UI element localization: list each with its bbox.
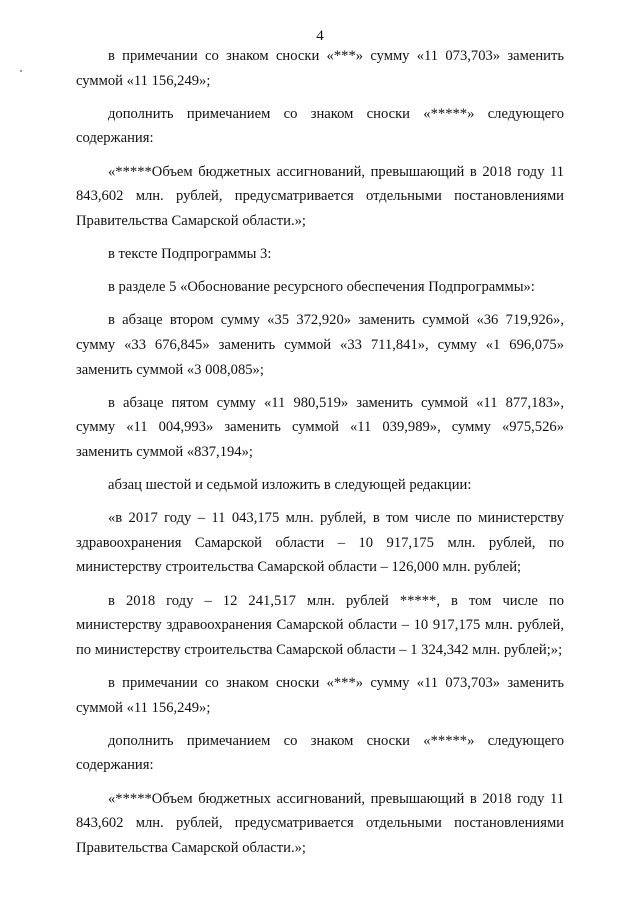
- paragraph: в абзаце втором сумму «35 372,920» заменить суммой «36 719,926», сумму «33 676,845» заменить суммой «33 711,841», сумму «1 696,075» заменить суммой «3 008,085»;: [76, 312, 564, 378]
- paragraph: в разделе 5 «Обоснование ресурсного обеспечения Подпрограммы»:: [108, 279, 535, 296]
- paragraph: в 2018 году – 12 241,517 млн. рублей *****, в том числе по министерству здравоохранения Самарской области – 10 917,175 млн. рублей, по министерству строительства Самарской области – 1 324,342 млн. рублей;»;: [76, 592, 564, 658]
- paragraph: абзац шестой и седьмой изложить в следующей редакции:: [108, 477, 472, 494]
- paragraph: «*****Объем бюджетных ассигнований, превышающий в 2018 году 11 843,602 млн. рублей, предусматривается отдельными постановлениями Правительства Самарской области.»;: [76, 163, 564, 229]
- paragraph: в абзаце пятом сумму «11 980,519» заменить суммой «11 877,183», сумму «11 004,993» заменить суммой «11 039,989», сумму «975,526» заменить суммой «837,194»;: [76, 394, 564, 460]
- scan-speck: [20, 70, 22, 72]
- paragraph: в тексте Подпрограммы 3:: [108, 245, 272, 262]
- page-number: 4: [316, 28, 324, 44]
- paragraph: «*****Объем бюджетных ассигнований, превышающий в 2018 году 11 843,602 млн. рублей, предусматривается отдельными постановлениями Правительства Самарской области.»;: [76, 790, 564, 856]
- paragraph: дополнить примечанием со знаком сноски «*****» следующего содержания:: [76, 105, 564, 147]
- paragraph: в примечании со знаком сноски «***» сумму «11 073,703» заменить суммой «11 156,249»;: [76, 675, 564, 716]
- document-body: [76, 44, 564, 869]
- paragraph: дополнить примечанием со знаком сноски «*****» следующего содержания:: [76, 732, 564, 774]
- paragraph: в примечании со знаком сноски «***» сумму «11 073,703» заменить суммой «11 156,249»;: [76, 48, 564, 89]
- paragraph: «в 2017 году – 11 043,175 млн. рублей, в том числе по министерству здравоохранения Самарской области – 10 917,175 млн. рублей, по министерству строительства Самарской области – 126,000 млн. рублей;: [76, 510, 564, 576]
